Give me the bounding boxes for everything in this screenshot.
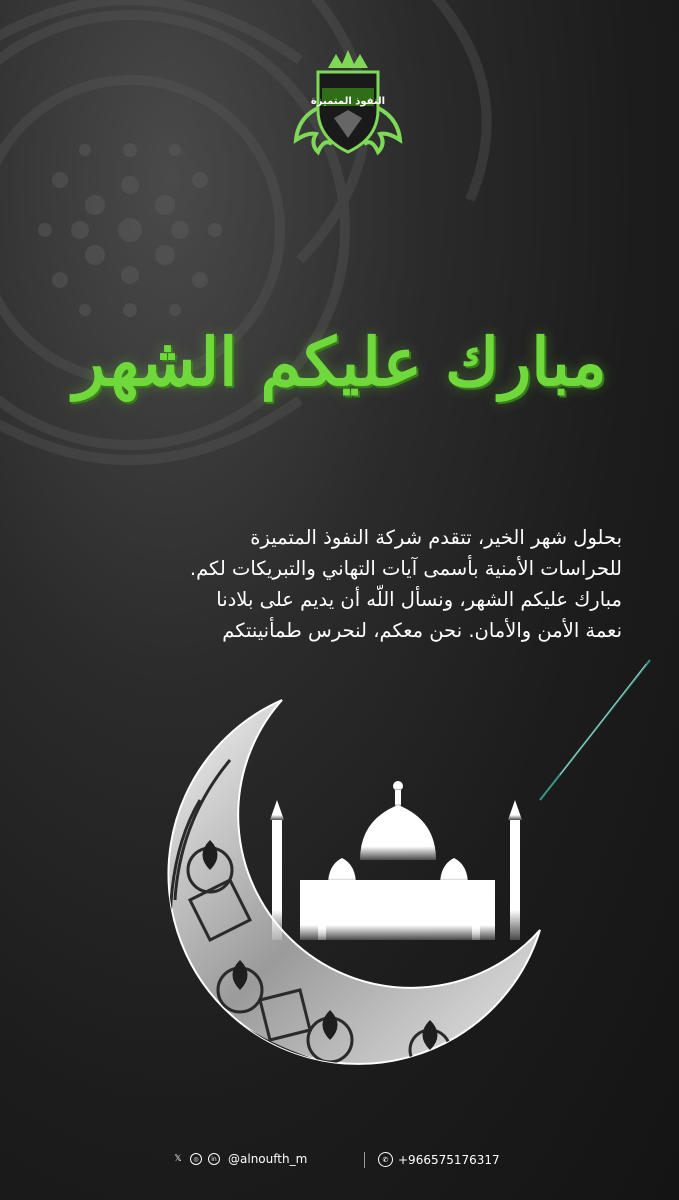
logo-text: النفوذ المتميزة	[310, 96, 386, 107]
phone-number[interactable]: +966575176317	[398, 1152, 500, 1167]
message-line: نعمة الأمن والأمان. نحن معكم، لنحرس طمأنينتكم	[222, 619, 622, 642]
footer-divider	[364, 1152, 365, 1168]
message-line: مبارك عليكم الشهر، ونسأل اللّه أن يديم على بلادنا	[216, 588, 622, 611]
greeting-calligraphy: مبارك عليكم الشهر	[73, 323, 607, 401]
greeting-message	[60, 522, 622, 646]
instagram-icon[interactable]: ◎	[190, 1153, 202, 1165]
crown-shield-logo-icon	[288, 48, 408, 168]
whatsapp-icon[interactable]: ✆	[378, 1152, 393, 1167]
footer-contact-bar	[0, 1148, 679, 1174]
social-links	[172, 1152, 307, 1166]
crescent-moon-mosque-illustration	[0, 640, 679, 1120]
message-line: بحلول شهر الخير، تتقدم شركة النفوذ المتميزة	[250, 526, 622, 549]
x-icon[interactable]: 𝕏	[174, 1154, 182, 1164]
social-handle[interactable]: @alnoufth_m	[228, 1152, 308, 1166]
message-line: للحراسات الأمنية بأسمى آيات التهاني والتبريكات لكم.	[189, 557, 622, 580]
linkedin-icon[interactable]: in	[208, 1153, 220, 1165]
phone-contact	[378, 1152, 500, 1167]
